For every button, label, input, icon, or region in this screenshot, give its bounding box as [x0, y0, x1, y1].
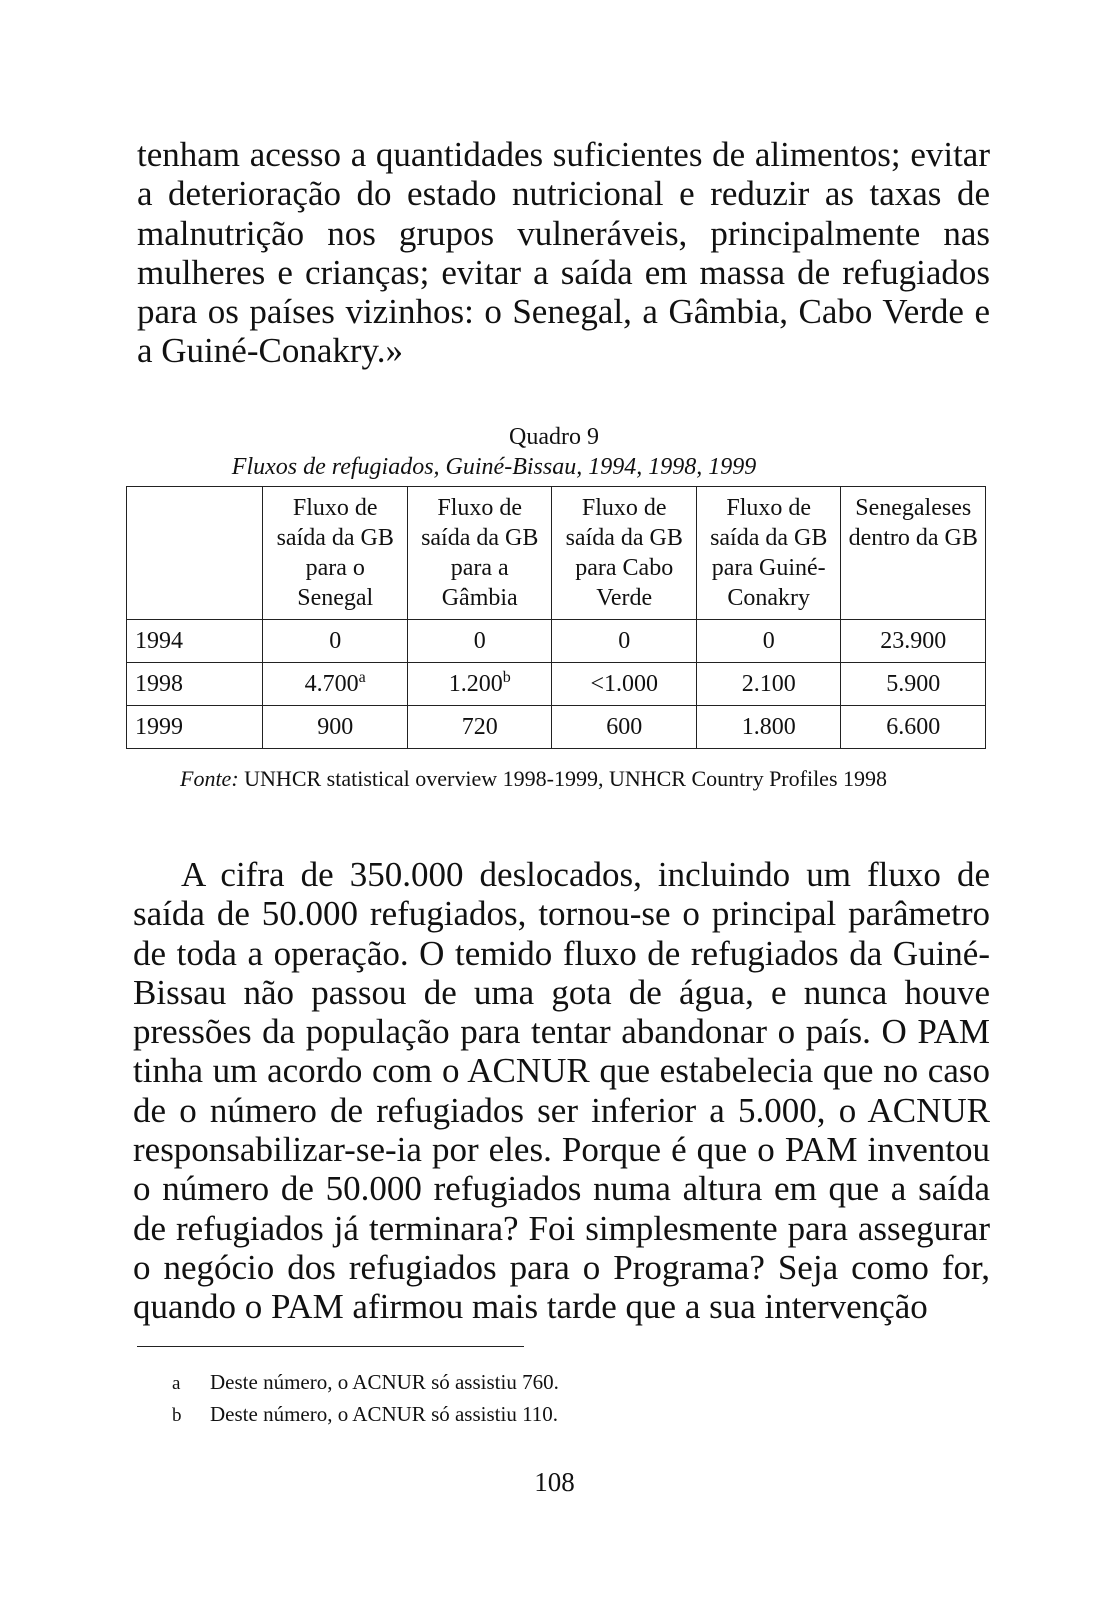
header-senegaleses: Senegaleses dentro da GB — [841, 487, 986, 620]
cell-cabo-verde: 0 — [552, 620, 697, 663]
header-guine-conakry: Fluxo de saída da GB para Guiné-Conakry — [696, 487, 841, 620]
cell-year: 1999 — [127, 706, 263, 749]
table-title: Quadro 9 — [509, 424, 599, 450]
cell-guine-conakry: 1.800 — [696, 706, 841, 749]
table-subtitle: Fluxos de refugiados, Guiné-Bissau, 1994, 1998, 1999 — [231, 454, 757, 480]
cell-gambia: 0 — [407, 620, 552, 663]
source-text: UNHCR statistical overview 1998-1999, UNHCR Country Profiles 1998 — [244, 766, 888, 791]
cell-senegaleses: 6.600 — [841, 706, 986, 749]
cell-senegal: 0 — [263, 620, 408, 663]
footnote-mark: b — [172, 1405, 182, 1426]
footnote-divider — [137, 1346, 524, 1347]
footnote — [172, 1402, 558, 1427]
paragraph-main: A cifra de 350.000 deslocados, incluindo um fluxo de saída de 50.000 refugiados, tornou-se o principal parâmetro de toda a operação. O temido fluxo de refugiados da Guiné-Bissau não passou de uma gota de água, e nunca houve pressões da população para tentar abandonar o país. O PAM tinha um acordo com o ACNUR que estabelecia que no caso de o número de refugiados ser inferior a 5.000, o ACNUR responsabilizar-se-ia por eles. Porque é que o PAM inventou o número de 50.000 refugiados numa altura em que a saída de refugiados já terminara? Foi simplesmente para assegurar o negócio dos refugiados para o Programa? Seja como for, quando o PAM afirmou mais tarde que a sua intervenção — [133, 855, 990, 1327]
cell-year: 1994 — [127, 620, 263, 663]
table-row — [127, 620, 986, 663]
table-row — [127, 706, 986, 749]
cell-guine-conakry: 2.100 — [696, 663, 841, 706]
cell-gambia: 720 — [407, 706, 552, 749]
cell-senegal — [263, 663, 408, 706]
footnote-text: Deste número, o ACNUR só assistiu 110. — [210, 1402, 559, 1426]
cell-value: 1.200 — [448, 671, 503, 697]
table-row — [127, 663, 986, 706]
footnote — [172, 1370, 559, 1395]
footnote-mark: a — [172, 1373, 181, 1394]
footnote-ref: b — [502, 669, 511, 686]
table-source — [180, 766, 887, 792]
cell-cabo-verde: <1.000 — [552, 663, 697, 706]
cell-senegaleses: 5.900 — [841, 663, 986, 706]
refugee-flows-table — [126, 486, 986, 749]
page-number: 108 — [534, 1467, 575, 1497]
footnote-text: Deste número, o ACNUR só assistiu 760. — [210, 1370, 559, 1394]
header-senegal: Fluxo de saída da GB para o Senegal — [263, 487, 408, 620]
cell-senegaleses: 23.900 — [841, 620, 986, 663]
cell-year: 1998 — [127, 663, 263, 706]
cell-cabo-verde: 600 — [552, 706, 697, 749]
paragraph-top: tenham acesso a quantidades suficientes de alimentos; evitar a deterioração do estado nutricional e reduzir as taxas de malnutrição nos grupos vulneráveis, principalmente nas mulheres e crianças; evitar a saída em massa de refugiados para os países vizinhos: o Senegal, a Gâmbia, Cabo Verde e a Guiné-Conakry.» — [137, 135, 990, 371]
header-cabo-verde: Fluxo de saída da GB para Cabo Verde — [552, 487, 697, 620]
cell-value: 4.700 — [304, 671, 359, 697]
source-label: Fonte: — [180, 766, 239, 791]
footnote-ref: a — [358, 669, 366, 686]
table-header-row — [127, 487, 986, 620]
cell-guine-conakry: 0 — [696, 620, 841, 663]
cell-gambia — [407, 663, 552, 706]
header-gambia: Fluxo de saída da GB para a Gâmbia — [407, 487, 552, 620]
cell-senegal: 900 — [263, 706, 408, 749]
header-empty — [127, 487, 263, 620]
